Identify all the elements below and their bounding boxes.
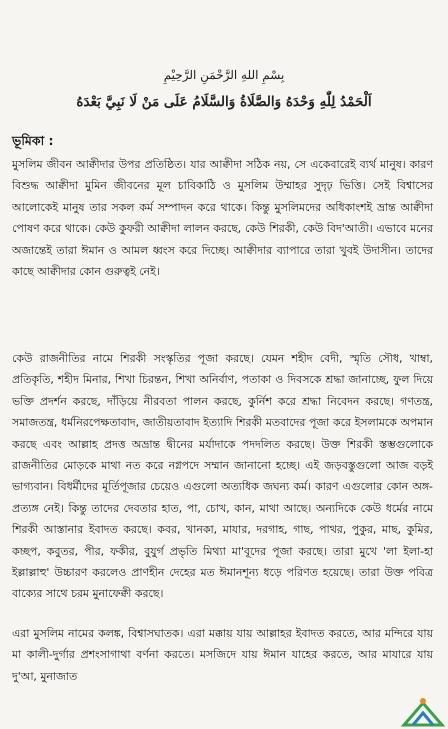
hamd-line: اَلْحَمْدُ لِلّٰهِ وَحْدَهُ وَالصَّلَاةُ وَالسَّلَامُ عَلَى مَنْ لَا نَبِيَّ بَعْدَهُ: [76, 94, 372, 110]
bismillah-line: بِسْمِ اللهِ الرَّحْمَنِ الرَّحِيْمِ: [163, 68, 285, 82]
paragraph-intro: মুসলিম জীবন আক্বীদার উপর প্রতিষ্ঠিত। যার আক্বীদা সঠিক নয়, সে একেবারেই ব্যর্থ মানুষ। কারণ বিশুদ্ধ আক্বীদা মুমিন জীবনের মূল চাবিকাঠি ও মুসলিম উম্মাহর সুদৃঢ় ভিত্তি। সেই বিশ্বাসের আলোকেই মানুষ তার সকল কর্ম সম্পাদন করে থাকে। কিন্তু মুসলিমদের অধিকাংশই ভ্রান্ত আক্বীদা পোষণ করে থাকে। কেউ কুফরী আক্বীদা লালন করছে, কেউ শিরকী, কেউ বিদ'আতী। এভাবে মনের অজান্তেই তারা ঈমান ও আমল ধ্বংস করে দিচ্ছে। আক্বীদার ব্যাপারে তারা খুবই উদাসীন। তাদের কাছে আক্বীদার কোন গুরুত্বই নেই।: [12, 158, 433, 279]
paragraph-shirk: কেউ রাজনীতির নামে শিরকী সংস্কৃতির পূজা করছে। যেমন শহীদ বেদী, স্মৃতি সৌধ, খাম্বা, প্রতিকৃতি, শহীদ মিনার, শিখা চিরন্তন, শিখা অনির্বাণ, পতাকা ও দিবসকে শ্রদ্ধা জানাচ্ছে, ফুল দিয়ে ভক্তি প্রদর্শন করছে, দাঁড়িয়ে নীরবতা পালন করছে, কুর্নিশ করে শ্রদ্ধা নিবেদন করছে। গণতন্ত্র, সমাজতন্ত্র, ধর্মনিরপেক্ষতাবাদ, জাতীয়তাবাদ ইত্যাদি শিরকী মতবাদের পূজা করে ইসলামকে অপমান করছে এবং আল্লাহ প্রদত্ত অভ্রান্ত দ্বীনের মর্যাদাকে পদদলিত করছে। উক্ত শিরকী স্তম্ভগুলোকে রাজনীতির মোড়কে মাথা নত করে নগ্নপদে সম্মান জানানো হচ্ছে। এই জড়বস্তুগুলো আজ বড়ই ভাগ্যবান। বিধর্মীদের মূর্তিপূজার চেয়েও এগুলো অত্যধিক জঘন্য কর্ম। কারণ এগুলোর কোন অঙ্গ-প্রত্যঙ্গ নেই। কিন্তু তাদের দেবতার হাত, পা, চোখ, কান, মাথা আছে। অন্যদিকে কেউ ধর্মের নামে শিরকী আস্তানার ইবাদত করছে। কবর, খানকা, মাযার, দরগাহ, গাছ, পাথর, পুকুর, মাছ, কুমির, কচ্ছপ, কবুতর, পীর, ফকীর, বুযুর্গ প্রভৃতি মিথ্যা মা'বূদের পূজা করছে। তারা মুখে 'লা ইলা-হা ইল্লাল্লাহু' উচ্চারণ করলেও প্রাণহীন দেহের মত ঈমানশূন্য ধড়ে পরিণত হয়েছে। তারা উক্ত পবিত্র বাক্যের সাথে চরম মুনাফেক্বী করছে।: [12, 352, 433, 601]
section-heading: ভূমিকা :: [12, 133, 54, 148]
paragraph-hypocrisy: এরা মুসলিম নামের কলঙ্ক, বিশ্বাসঘাতক। এরা মক্কায় যায় আল্লাহর ইবাদত করতে, আর মন্দিরে যায় মা কালী-দুর্গার প্রশংসাগাথা বর্ণনা করতে। মসজিদে যায় ঈমান যাহের করতে, আর মাযারে যায় দু'আ, মুনাজাত: [12, 627, 433, 683]
publisher-logo-icon: [400, 695, 446, 729]
